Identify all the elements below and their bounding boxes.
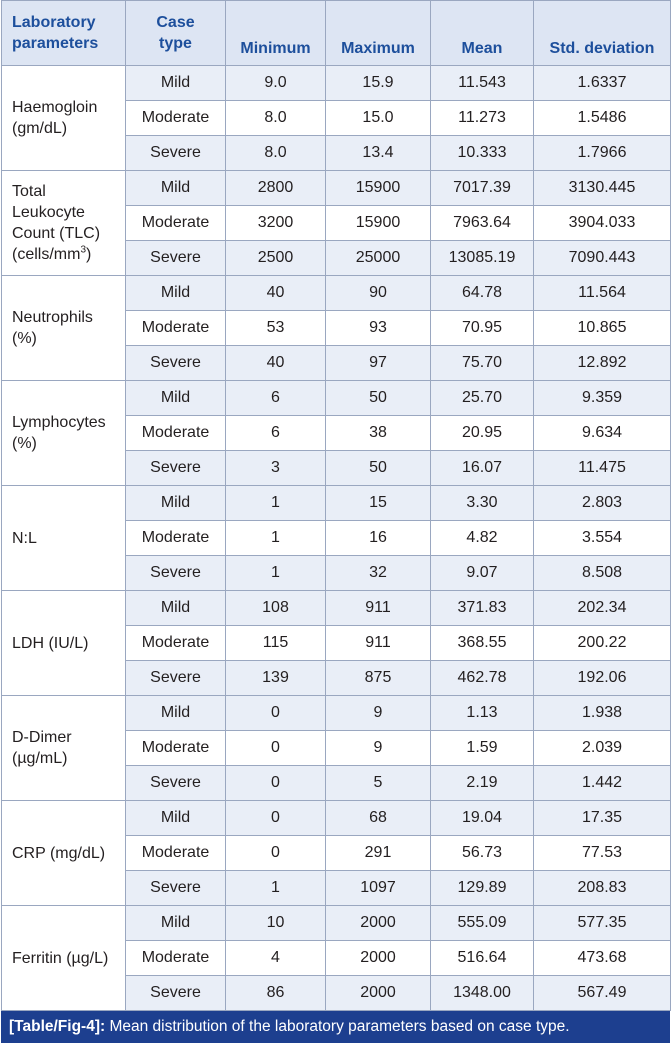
case-type-cell: Severe: [126, 346, 226, 381]
table-row: [2, 801, 671, 836]
std-deviation-cell: 11.475: [534, 451, 671, 486]
case-type-cell: Moderate: [126, 941, 226, 976]
mean-cell: 1.13: [431, 696, 534, 731]
header-maximum: Maximum: [326, 1, 431, 66]
parameter-name: CRP (mg/dL): [2, 801, 126, 906]
maximum-cell: 16: [326, 521, 431, 556]
mean-cell: 368.55: [431, 626, 534, 661]
case-type-cell: Mild: [126, 171, 226, 206]
case-type-cell: Mild: [126, 906, 226, 941]
mean-cell: 16.07: [431, 451, 534, 486]
mean-cell: 64.78: [431, 276, 534, 311]
maximum-cell: 9: [326, 731, 431, 766]
maximum-cell: 875: [326, 661, 431, 696]
case-type-cell: Moderate: [126, 416, 226, 451]
std-deviation-cell: 17.35: [534, 801, 671, 836]
header-std-deviation: Std. deviation: [534, 1, 671, 66]
std-deviation-cell: 3904.033: [534, 206, 671, 241]
minimum-cell: 40: [226, 346, 326, 381]
std-deviation-cell: 12.892: [534, 346, 671, 381]
case-type-cell: Severe: [126, 976, 226, 1011]
caption-label: [Table/Fig-4]:: [9, 1018, 106, 1035]
minimum-cell: 6: [226, 416, 326, 451]
maximum-cell: 32: [326, 556, 431, 591]
minimum-cell: 1: [226, 556, 326, 591]
case-type-cell: Moderate: [126, 626, 226, 661]
minimum-cell: 8.0: [226, 136, 326, 171]
minimum-cell: 139: [226, 661, 326, 696]
mean-cell: 9.07: [431, 556, 534, 591]
minimum-cell: 3: [226, 451, 326, 486]
header-minimum: Minimum: [226, 1, 326, 66]
mean-cell: 19.04: [431, 801, 534, 836]
table-row: [2, 696, 671, 731]
minimum-cell: 0: [226, 766, 326, 801]
maximum-cell: 1097: [326, 871, 431, 906]
std-deviation-cell: 1.442: [534, 766, 671, 801]
header-laboratory-parameters: Laboratory parameters: [2, 1, 126, 66]
table-row: [2, 591, 671, 626]
std-deviation-cell: 10.865: [534, 311, 671, 346]
case-type-cell: Severe: [126, 766, 226, 801]
maximum-cell: 15900: [326, 206, 431, 241]
case-type-cell: Moderate: [126, 731, 226, 766]
std-deviation-cell: 208.83: [534, 871, 671, 906]
minimum-cell: 86: [226, 976, 326, 1011]
std-deviation-cell: 1.7966: [534, 136, 671, 171]
mean-cell: 516.64: [431, 941, 534, 976]
std-deviation-cell: 577.35: [534, 906, 671, 941]
table-row: [2, 171, 671, 206]
std-deviation-cell: 1.5486: [534, 101, 671, 136]
case-type-cell: Mild: [126, 66, 226, 101]
parameter-name: Total Leukocyte Count (TLC) $(cells/mm^3)$: [2, 171, 126, 276]
parameter-name: D-Dimer (µg/mL): [2, 696, 126, 801]
minimum-cell: 1: [226, 521, 326, 556]
table-caption: [1, 1011, 670, 1043]
mean-cell: 371.83: [431, 591, 534, 626]
mean-cell: 129.89: [431, 871, 534, 906]
minimum-cell: 0: [226, 731, 326, 766]
mean-cell: 75.70: [431, 346, 534, 381]
minimum-cell: 0: [226, 801, 326, 836]
maximum-cell: 13.4: [326, 136, 431, 171]
parameter-name: LDH (IU/L): [2, 591, 126, 696]
table-row: [2, 276, 671, 311]
maximum-cell: 90: [326, 276, 431, 311]
std-deviation-cell: 11.564: [534, 276, 671, 311]
maximum-cell: 15900: [326, 171, 431, 206]
table-row: [2, 66, 671, 101]
case-type-cell: Severe: [126, 556, 226, 591]
mean-cell: 7017.39: [431, 171, 534, 206]
lab-parameters-table: [1, 0, 671, 1011]
minimum-cell: 0: [226, 696, 326, 731]
minimum-cell: 2500: [226, 241, 326, 276]
maximum-cell: 50: [326, 381, 431, 416]
minimum-cell: 2800: [226, 171, 326, 206]
case-type-cell: Moderate: [126, 836, 226, 871]
mean-cell: 10.333: [431, 136, 534, 171]
mean-cell: 555.09: [431, 906, 534, 941]
minimum-cell: 4: [226, 941, 326, 976]
maximum-cell: 291: [326, 836, 431, 871]
case-type-cell: Mild: [126, 591, 226, 626]
maximum-cell: 9: [326, 696, 431, 731]
minimum-cell: 3200: [226, 206, 326, 241]
maximum-cell: 911: [326, 591, 431, 626]
case-type-cell: Mild: [126, 381, 226, 416]
parameter-name: Haemogloin (gm/dL): [2, 66, 126, 171]
maximum-cell: 38: [326, 416, 431, 451]
mean-cell: 7963.64: [431, 206, 534, 241]
mean-cell: 11.273: [431, 101, 534, 136]
case-type-cell: Moderate: [126, 206, 226, 241]
parameter-name: N:L: [2, 486, 126, 591]
mean-cell: 1348.00: [431, 976, 534, 1011]
mean-cell: 20.95: [431, 416, 534, 451]
minimum-cell: 8.0: [226, 101, 326, 136]
mean-cell: 2.19: [431, 766, 534, 801]
maximum-cell: 2000: [326, 941, 431, 976]
case-type-cell: Severe: [126, 451, 226, 486]
maximum-cell: 15: [326, 486, 431, 521]
std-deviation-cell: 473.68: [534, 941, 671, 976]
mean-cell: 70.95: [431, 311, 534, 346]
maximum-cell: 97: [326, 346, 431, 381]
mean-cell: 56.73: [431, 836, 534, 871]
parameter-name: Lymphocytes (%): [2, 381, 126, 486]
mean-cell: 3.30: [431, 486, 534, 521]
mean-cell: 13085.19: [431, 241, 534, 276]
mean-cell: 462.78: [431, 661, 534, 696]
maximum-cell: 50: [326, 451, 431, 486]
maximum-cell: 15.9: [326, 66, 431, 101]
minimum-cell: 53: [226, 311, 326, 346]
maximum-cell: 15.0: [326, 101, 431, 136]
maximum-cell: 25000: [326, 241, 431, 276]
std-deviation-cell: 192.06: [534, 661, 671, 696]
minimum-cell: 6: [226, 381, 326, 416]
minimum-cell: 9.0: [226, 66, 326, 101]
minimum-cell: 108: [226, 591, 326, 626]
parameter-name: Neutrophils (%): [2, 276, 126, 381]
minimum-cell: 40: [226, 276, 326, 311]
table-row: [2, 906, 671, 941]
parameter-name: Ferritin (µg/L): [2, 906, 126, 1011]
header-mean: Mean: [431, 1, 534, 66]
minimum-cell: 10: [226, 906, 326, 941]
table-figure: [1, 0, 670, 1043]
std-deviation-cell: 1.938: [534, 696, 671, 731]
case-type-cell: Mild: [126, 801, 226, 836]
std-deviation-cell: 567.49: [534, 976, 671, 1011]
minimum-cell: 1: [226, 486, 326, 521]
case-type-cell: Severe: [126, 871, 226, 906]
case-type-cell: Moderate: [126, 101, 226, 136]
std-deviation-cell: 3.554: [534, 521, 671, 556]
mean-cell: 1.59: [431, 731, 534, 766]
mean-cell: 4.82: [431, 521, 534, 556]
caption-text: Mean distribution of the laboratory parameters based on case type.: [105, 1018, 570, 1035]
std-deviation-cell: 7090.443: [534, 241, 671, 276]
case-type-cell: Moderate: [126, 521, 226, 556]
maximum-cell: 2000: [326, 976, 431, 1011]
std-deviation-cell: 200.22: [534, 626, 671, 661]
std-deviation-cell: 77.53: [534, 836, 671, 871]
maximum-cell: 911: [326, 626, 431, 661]
mean-cell: 11.543: [431, 66, 534, 101]
table-row: [2, 486, 671, 521]
table-row: [2, 381, 671, 416]
header-case-type: Case type: [126, 1, 226, 66]
maximum-cell: 68: [326, 801, 431, 836]
std-deviation-cell: 1.6337: [534, 66, 671, 101]
case-type-cell: Mild: [126, 276, 226, 311]
case-type-cell: Severe: [126, 241, 226, 276]
std-deviation-cell: 9.634: [534, 416, 671, 451]
std-deviation-cell: 202.34: [534, 591, 671, 626]
std-deviation-cell: 2.803: [534, 486, 671, 521]
minimum-cell: 0: [226, 836, 326, 871]
std-deviation-cell: 3130.445: [534, 171, 671, 206]
maximum-cell: 5: [326, 766, 431, 801]
case-type-cell: Severe: [126, 136, 226, 171]
maximum-cell: 93: [326, 311, 431, 346]
std-deviation-cell: 8.508: [534, 556, 671, 591]
maximum-cell: 2000: [326, 906, 431, 941]
case-type-cell: Mild: [126, 696, 226, 731]
std-deviation-cell: 2.039: [534, 731, 671, 766]
case-type-cell: Mild: [126, 486, 226, 521]
minimum-cell: 115: [226, 626, 326, 661]
minimum-cell: 1: [226, 871, 326, 906]
case-type-cell: Severe: [126, 661, 226, 696]
std-deviation-cell: 9.359: [534, 381, 671, 416]
case-type-cell: Moderate: [126, 311, 226, 346]
header-row: [2, 1, 671, 66]
mean-cell: 25.70: [431, 381, 534, 416]
